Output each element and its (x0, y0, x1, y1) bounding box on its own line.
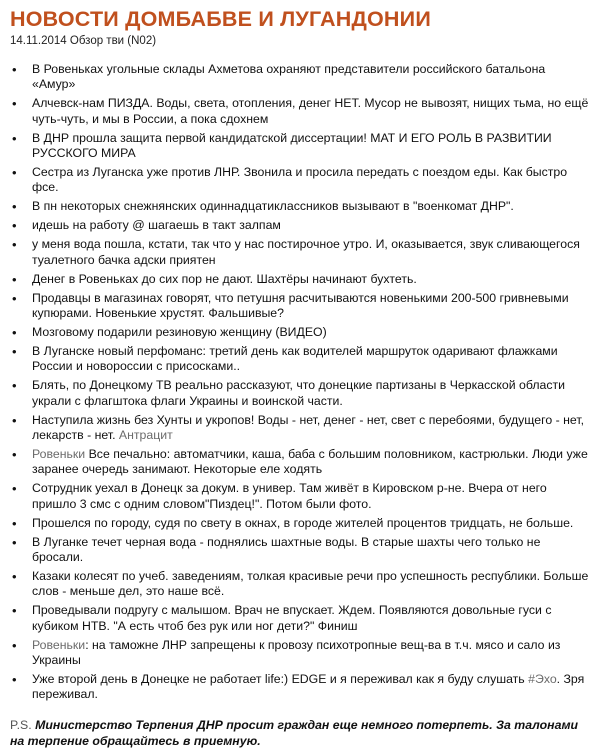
news-list (10, 62, 590, 702)
news-item (10, 237, 590, 267)
news-item-text: Прошелся по городу, судя по свету в окнах, в городе жителей процентов тридцать, не больше. (32, 515, 574, 530)
news-item-link[interactable]: Антрацит (118, 427, 173, 442)
news-item (10, 516, 590, 531)
news-item (10, 535, 590, 565)
news-item-text-after: . Зря переживал. (32, 671, 585, 702)
news-item (10, 218, 590, 233)
news-item (10, 165, 590, 195)
news-item-text: Мозговому подарили резиновую женщину (ВИДЕО) (32, 325, 327, 340)
news-item (10, 96, 590, 126)
page-subtitle: 14.11.2014 Обзор тви (N02) (10, 35, 157, 47)
news-item-link[interactable]: Ровеньки (32, 637, 86, 652)
news-item (10, 325, 590, 340)
news-item (10, 638, 590, 668)
news-item-text: идешь на работу @ шагаешь в такт залпам (32, 218, 281, 233)
news-item-text: Алчевск-нам ПИЗДА. Воды, света, отопления, денег НЕТ. Мусор не вывозят, нищих тьма, но ещё чуть-чуть, и мы в России, а пока сдохнем (32, 96, 589, 126)
news-item-text: Сотрудник уехал в Донецк за докум. в универ. Там живёт в Кировском р-не. Вчера от него пришло 3 смс с одним словом"Пиздец!". Потом были фото. (32, 481, 547, 511)
news-item-text: Блять, по Донецкому ТВ реально рассказуют, что донецкие партизаны в Черкасской области украли с флагштока флаги Украины и воинской части. (32, 378, 566, 408)
news-item (10, 481, 590, 511)
news-item-text: Казаки колесят по учеб. заведениям, толкая красивые речи про успешность республики. Больше слов - меньше дел, это наше всё. (32, 569, 589, 599)
news-item (10, 199, 590, 214)
news-item-text: В ДНР прошла защита первой кандидатской диссертации! МАТ И ЕГО РОЛЬ В РАЗВИТИИ РУССКОГО МИРА (32, 130, 552, 160)
ps-label: P.S. (10, 718, 32, 733)
news-item (10, 344, 590, 374)
news-item (10, 603, 590, 633)
news-item-text: : на таможне ЛНР запрещены к провозу психотропные вещ-ва в т.ч. мясо и сало из Украины (32, 637, 561, 667)
news-item-text: Проведывали подругу с малышом. Врач не впускает. Ждем. Появляются довольные гуси с кубиком НТВ. "А есть чтоб без рук или ног дети?" Финиш (32, 603, 552, 633)
news-item-text: Наступила жизнь без Хунты и укропов! Воды - нет, денег - нет, свет с перебоями, будущего - нет, лекарств - нет. (32, 412, 585, 442)
news-item-link[interactable]: #Эхо (528, 671, 557, 686)
news-item-text: В Ровеньках угольные склады Ахметова охраняют представители российского батальона «Амур» (32, 62, 546, 92)
news-item (10, 272, 590, 287)
news-item-text: В Луганске новый перфоманс: третий день как водителей маршруток одаривают флажками России и новороссии с присосками.. (32, 344, 558, 374)
postscript (10, 718, 590, 749)
news-item (10, 447, 590, 477)
page-title: НОВОСТИ ДОМБАБВЕ И ЛУГАНДОНИИ (10, 7, 431, 31)
news-item-text: Все печально: автоматчики, каша, баба с большим половником, кастрюльки. Люди уже заранее очередь занимают. Некоторые еле ходять (32, 447, 588, 477)
news-item (10, 413, 590, 443)
news-item-text: В пн некоторых снежнянских одиннадцатиклассников вызывают в "военкомат ДНР". (32, 199, 514, 214)
news-item (10, 291, 590, 321)
ps-text: Министерство Терпения ДНР просит граждан еще немного потерпеть. За талонами на терпение обращайтесь в приемную. (10, 718, 579, 748)
news-item (10, 62, 590, 92)
news-item-link[interactable]: Ровеньки (32, 447, 86, 462)
news-item-text: Уже второй день в Донецке не работает life:) EDGE и я переживал как я буду слушать (32, 671, 525, 686)
news-item (10, 378, 590, 408)
news-item (10, 569, 590, 599)
news-item (10, 131, 590, 161)
news-item-text: Сестра из Луганска уже против ЛНР. Звонила и просила передать с поездом еды. Как быстро фсе. (32, 164, 568, 195)
news-item (10, 672, 590, 702)
news-item-text: Денег в Ровеньках до сих пор не дают. Шахтёры начинают бухтеть. (32, 271, 417, 286)
news-item-text: Продавцы в магазинах говорят, что петушня расчитываются новенькими 200-500 гривневыми купюрами. Новенькие хрустят. Фальшивые? (32, 290, 569, 320)
news-item-text: В Луганке течет черная вода - поднялись шахтные воды. В старые шахты чего только не бросали. (32, 534, 541, 564)
news-item-text: у меня вода пошла, кстати, так что у нас постирочное утро. И, оказывается, звук сливающегося туалетного бачка адски приятен (32, 237, 580, 267)
